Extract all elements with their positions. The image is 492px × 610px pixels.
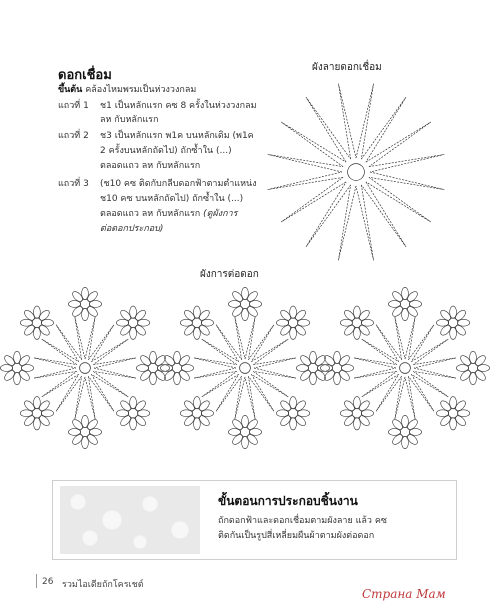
chain-petal (85, 317, 95, 360)
chain-petal (194, 358, 237, 368)
flower-petal (130, 306, 137, 318)
chain-petal (354, 368, 397, 378)
lace-photo (60, 486, 200, 554)
flower-petal (14, 351, 21, 363)
small-flower (0, 351, 33, 384)
flower-petal (310, 372, 317, 384)
chain-petal (85, 376, 95, 419)
chain-petal (245, 317, 255, 360)
flower-petal (354, 418, 361, 430)
flower-petal (116, 319, 128, 326)
chain-petal (235, 317, 245, 360)
chain-petal (75, 317, 85, 360)
joining-diagram-title: ผังการต่อดอก (200, 269, 259, 280)
row-3-line-3-text: ตลอดแถว ลห กับหลักแรก (100, 209, 201, 219)
flower-petal (361, 410, 373, 417)
flower-petal (340, 410, 352, 417)
begin-instruction (58, 82, 196, 96)
flower-petal (82, 308, 89, 320)
chain-petal (268, 172, 343, 190)
flower-petal (34, 418, 41, 430)
center-ring (400, 363, 411, 374)
flower-petal (82, 415, 89, 427)
small-flower (160, 351, 193, 384)
chain-petal (395, 376, 405, 419)
small-flower (276, 306, 309, 339)
small-flower (116, 306, 149, 339)
section-title: ดอกเชื่อม (58, 68, 112, 83)
row-2-line-3: ตลอดแถว ลห กับหลักแรก (100, 161, 201, 171)
flower-petal (354, 327, 361, 339)
chain-petal (34, 358, 77, 368)
flower-petal (320, 365, 332, 372)
row-3-label: แถวที่ 3 (58, 179, 89, 189)
flower-petal (436, 410, 448, 417)
chain-petal (235, 376, 245, 419)
chain-petal (281, 122, 346, 167)
row-2-label: แถวที่ 2 (58, 131, 89, 141)
flower-petal (194, 306, 201, 318)
chain-petal (361, 97, 406, 162)
flower-petal (477, 365, 489, 372)
flower-petal (409, 301, 421, 308)
small-flower (228, 415, 261, 448)
flower-petal (290, 327, 297, 339)
small-flower (180, 306, 213, 339)
book-title: รวมไอเดียถักโครเชต์ (62, 580, 144, 590)
flower-petal (89, 429, 101, 436)
flower-petal (341, 365, 353, 372)
chain-petal (56, 374, 81, 411)
flower-petal (298, 319, 310, 326)
flower-petal (242, 308, 249, 320)
flower-petal (0, 365, 12, 372)
flower-petal (242, 287, 249, 299)
flower-petal (180, 410, 192, 417)
chain-petal (369, 154, 444, 172)
chain-petal (356, 84, 374, 159)
flower-petal (276, 410, 288, 417)
flower-petal (470, 372, 477, 384)
small-flower (136, 351, 169, 384)
flower-petal (157, 365, 169, 372)
row-3-line-1: (ช10 คซ ติดกับกลีบดอกฟ้าตามตำแหน่ง (100, 179, 257, 189)
connector-diagram-title: ผังลายดอกเชื่อม (312, 62, 382, 73)
flower-petal (138, 319, 150, 326)
flower-petal (456, 365, 468, 372)
small-flower (296, 351, 329, 384)
chain-petal (395, 317, 405, 360)
flower-petal (470, 351, 477, 363)
flower-petal (458, 319, 470, 326)
flower-petal (402, 436, 409, 448)
row-3-line-2: ช10 คซ บนหลักถัดไป) ถักซ้ำใน (...) (100, 194, 244, 204)
flower-petal (41, 410, 53, 417)
chain-petal (366, 177, 431, 222)
chain-petal (413, 358, 456, 368)
flower-petal (450, 327, 457, 339)
small-flower (180, 397, 213, 430)
flower-petal (34, 397, 41, 409)
flower-petal (194, 397, 201, 409)
center-ring (80, 363, 91, 374)
flower-petal (388, 429, 400, 436)
center-ring (240, 363, 251, 374)
small-flower (116, 397, 149, 430)
chain-petal (75, 376, 85, 419)
footer-divider (36, 574, 37, 588)
flower-petal (34, 327, 41, 339)
flower-petal (450, 306, 457, 318)
chain-petal (42, 339, 79, 364)
connector-flower-diagram (256, 72, 456, 272)
chain-petal (356, 185, 374, 260)
flower-petal (242, 415, 249, 427)
flower-petal (201, 410, 213, 417)
center-ring (348, 164, 365, 181)
row-3-note-2: ต่อดอกประกอบ) (100, 224, 164, 234)
row-3-note-1: (ดูผังการ (203, 209, 238, 219)
flower-petal (41, 319, 53, 326)
page-number: 26 (42, 577, 54, 587)
flower-petal (354, 397, 361, 409)
flower-petal (334, 372, 341, 384)
small-flower (68, 287, 101, 320)
flower-petal (130, 327, 137, 339)
chain-petal (411, 371, 448, 396)
flower-petal (290, 397, 297, 409)
flower-petal (21, 365, 33, 372)
flower-petal (174, 372, 181, 384)
flower-petal (82, 436, 89, 448)
joining-diagram (0, 280, 492, 470)
flower-petal (138, 410, 150, 417)
flower-petal (276, 319, 288, 326)
flower-petal (20, 319, 32, 326)
flower-petal (317, 365, 329, 372)
chain-petal (245, 376, 255, 419)
flower-petal (150, 372, 157, 384)
chain-petal (202, 339, 239, 364)
flower-petal (249, 301, 261, 308)
flower-petal (361, 319, 373, 326)
flower-petal (130, 397, 137, 409)
flower-petal (201, 319, 213, 326)
chain-petal (253, 368, 296, 378)
flower-petal (334, 351, 341, 363)
row-1-line-1: ช1 เป็นหลักแรก คซ 8 ครั้งในห่วงวงกลม (100, 101, 257, 111)
flower-petal (388, 301, 400, 308)
row-2-line-2: 2 ครั้งบนหลักถัดไป) ถักซ้ำใน (...) (100, 146, 232, 156)
small-flower (20, 397, 53, 430)
chain-petal (306, 182, 351, 247)
connector-flower (268, 84, 445, 261)
flower-petal (249, 429, 261, 436)
flower-petal (82, 287, 89, 299)
begin-label: ขึ้นต้น (58, 85, 83, 95)
flower-petal (181, 365, 193, 372)
small-flower (436, 397, 469, 430)
flower-petal (180, 319, 192, 326)
flower-petal (298, 410, 310, 417)
flower-petal (402, 287, 409, 299)
chain-petal (91, 371, 128, 396)
flower-petal (354, 306, 361, 318)
small-flower (276, 397, 309, 430)
flower-petal (290, 418, 297, 430)
flower-petal (458, 410, 470, 417)
begin-text: คล้องไหมพรมเป็นห่วงวงกลม (85, 85, 197, 95)
small-flower (20, 306, 53, 339)
flower-petal (228, 301, 240, 308)
flower-petal (450, 397, 457, 409)
chain-petal (405, 317, 415, 360)
flower-petal (409, 429, 421, 436)
flower-petal (34, 306, 41, 318)
chain-petal (354, 358, 397, 368)
assembly-line-1: ถักดอกฟ้าและดอกเชื่อมตามผังลาย แล้ว คซ (218, 516, 387, 526)
chain-petal (362, 339, 399, 364)
chain-petal (405, 376, 415, 419)
chain-petal (408, 325, 433, 362)
flower-petal (14, 372, 21, 384)
small-flower (436, 306, 469, 339)
flower-petal (68, 429, 80, 436)
row-3-line-3 (100, 206, 237, 220)
small-flower (340, 306, 373, 339)
small-flower (228, 287, 261, 320)
flower-petal (194, 418, 201, 430)
chain-petal (369, 172, 444, 190)
assembly-title: ขั้นตอนการประกอบชิ้นงาน (218, 494, 358, 508)
row-2-line-1: ช3 เป็นหลักแรก พ1ค บนหลักเดิม (พ1ค (100, 131, 254, 141)
flower-petal (296, 365, 308, 372)
flower-petal (130, 418, 137, 430)
flower-petal (436, 319, 448, 326)
small-flower (456, 351, 489, 384)
assembly-line-2: ติดกันเป็นรูปสี่เหลี่ยมผืนผ้าตามผังต่อดอก (218, 531, 375, 541)
chain-petal (268, 154, 343, 172)
chain-petal (253, 358, 296, 368)
flower-petal (242, 436, 249, 448)
flower-petal (136, 365, 148, 372)
flower-petal (450, 418, 457, 430)
small-flower (388, 415, 421, 448)
chain-petal (248, 325, 273, 362)
chain-petal (376, 374, 401, 411)
flower-petal (68, 301, 80, 308)
chain-petal (194, 368, 237, 378)
row-1-label: แถวที่ 1 (58, 101, 89, 111)
flower-petal (150, 351, 157, 363)
chain-petal (413, 368, 456, 378)
flower-petal (89, 301, 101, 308)
small-flower (68, 415, 101, 448)
flower-petal (228, 429, 240, 436)
flower-petal (290, 306, 297, 318)
chain-petal (88, 325, 113, 362)
small-flower (388, 287, 421, 320)
chain-petal (93, 368, 136, 378)
flower-petal (194, 327, 201, 339)
row-1-line-2: ลห กับหลักแรก (100, 115, 159, 125)
flower-petal (116, 410, 128, 417)
small-flower (340, 397, 373, 430)
chain-petal (338, 185, 356, 260)
watermark: Страна Мам (362, 587, 446, 601)
flower-petal (402, 415, 409, 427)
chain-petal (251, 371, 288, 396)
flower-petal (310, 351, 317, 363)
small-flower (320, 351, 353, 384)
chain-petal (216, 374, 241, 411)
flower-petal (160, 365, 172, 372)
flower-petal (20, 410, 32, 417)
chain-petal (34, 368, 77, 378)
chain-petal (93, 358, 136, 368)
flower-petal (340, 319, 352, 326)
chain-petal (338, 84, 356, 159)
flower-petal (174, 351, 181, 363)
flower-petal (402, 308, 409, 320)
